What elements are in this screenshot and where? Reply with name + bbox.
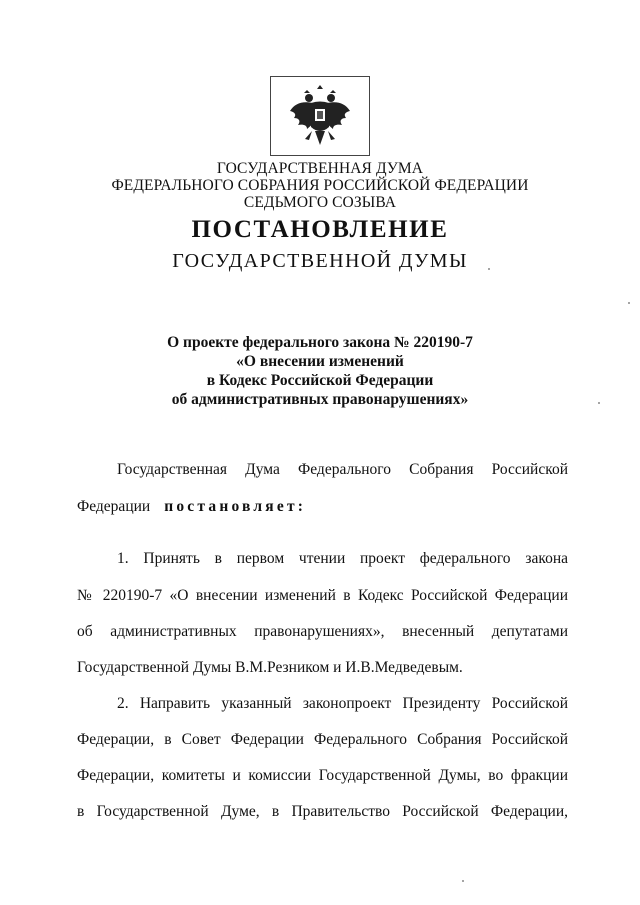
document-subtitle: ГОСУДАРСТВЕННОЙ ДУМЫ [172, 250, 468, 272]
subject-line-2: «О внесении изменений [236, 353, 404, 370]
item2-line-1: 2. Направить указанный законопроект Президенту Российской [117, 695, 568, 712]
scan-speck [628, 302, 630, 304]
item1-line-2: № 220190-7 «О внесении изменений в Кодекс Российской Федерации [77, 587, 568, 604]
preamble-federation: Федерации [77, 498, 151, 515]
scan-speck [598, 402, 600, 404]
item1-line-3: об административных правонарушениях», внесенный депутатами [77, 623, 568, 640]
scan-speck [462, 880, 464, 882]
item2-line-4: в Государственной Думе, в Правительство Российской Федерации, [77, 803, 568, 820]
item1-line-4: Государственной Думы В.М.Резником и И.В.Медведевым. [77, 659, 463, 676]
header-line-3: СЕДЬМОГО СОЗЫВА [243, 194, 397, 211]
header-line-2: ФЕДЕРАЛЬНОГО СОБРАНИЯ РОССИЙСКОЙ ФЕДЕРАЦИИ [111, 177, 529, 194]
preamble-line-2 [77, 498, 568, 516]
subject-line-1: О проекте федерального закона № 220190-7 [167, 334, 473, 351]
subject-line-3: в Кодекс Российской Федерации [206, 372, 434, 389]
resolves-word: постановляет: [164, 498, 307, 515]
header-line-1: ГОСУДАРСТВЕННАЯ ДУМА [216, 160, 424, 177]
document-title: ПОСТАНОВЛЕНИЕ [191, 216, 449, 243]
double-headed-eagle-emblem-icon [270, 76, 370, 156]
item1-line-1: 1. Принять в первом чтении проект федерального закона [117, 550, 568, 567]
scan-speck [488, 268, 490, 270]
item2-line-2: Федерации, в Совет Федерации Федерального Собрания Российской [77, 731, 568, 748]
preamble-line-1: Государственная Дума Федерального Собрания Российской [117, 461, 568, 478]
subject-line-4: об административных правонарушениях» [171, 391, 469, 408]
item2-line-3: Федерации, комитеты и комиссии Государственной Думы, во фракции [77, 767, 568, 784]
